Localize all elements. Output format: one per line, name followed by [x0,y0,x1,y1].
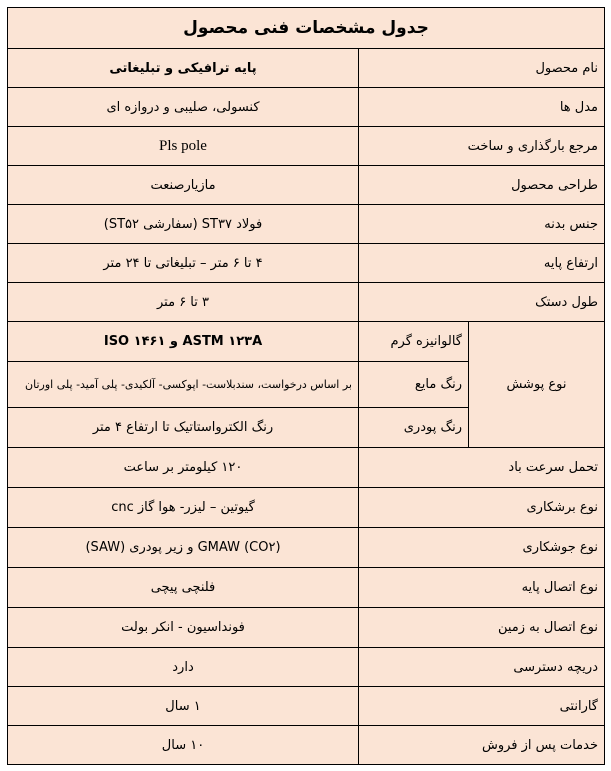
spec-table [7,7,605,765]
row-value: ۱۰ سال [8,726,359,765]
table-row [8,448,605,488]
row-label: نوع جوشکاری [359,528,605,568]
row-value: گیوتین – لیزر- هوا گاز cnc [8,488,359,528]
coating-sub-label: گالوانیزه گرم [359,322,469,362]
row-value: پایه ترافیکی و تبلیغاتی [8,49,359,88]
row-value: ۴ تا ۶ متر – تبلیغاتی تا ۲۴ متر [8,244,359,283]
row-label: نوع اتصال پایه [359,568,605,608]
row-value: فلنچی پیچی [8,568,359,608]
coating-sub-label: رنگ مایع [359,362,469,408]
table-row [8,608,605,648]
row-value: مازیارصنعت [8,166,359,205]
row-label: مدل ها [359,88,605,127]
table-row [8,648,605,687]
table-row [8,687,605,726]
title-row [8,8,605,49]
row-value: فونداسیون - انکر بولت [8,608,359,648]
row-value: (CO۲) GMAW و زیر پودری (SAW) [8,528,359,568]
row-value: Pls pole [8,127,359,166]
table-row [8,49,605,88]
row-label: طول دستک [359,283,605,322]
table-row [8,244,605,283]
coating-value: بر اساس درخواست، سندبلاست- اپوکسی- آلکیدی- پلی آمید- پلی اورتان [8,362,359,408]
row-label: نام محصول [359,49,605,88]
coating-label: نوع پوشش [469,322,605,448]
table-row [8,127,605,166]
table-row [8,166,605,205]
row-value: ۳ تا ۶ متر [8,283,359,322]
row-label: گارانتی [359,687,605,726]
table-row [8,488,605,528]
row-value: کنسولی، صلیبی و دروازه ای [8,88,359,127]
table-title: جدول مشخصات فنی محصول [8,8,605,49]
table-row [8,88,605,127]
row-label: طراحی محصول [359,166,605,205]
row-label: تحمل سرعت باد [359,448,605,488]
row-label: نوع برشکاری [359,488,605,528]
row-value: دارد [8,648,359,687]
row-label: ارتفاع پایه [359,244,605,283]
row-value: فولاد ST۳۷ (سفارشی ST۵۲) [8,205,359,244]
row-label: جنس بدنه [359,205,605,244]
table-row [8,726,605,765]
coating-row [8,322,605,362]
row-label: نوع اتصال به زمین [359,608,605,648]
coating-value: ASTM ۱۲۳A و ISO ۱۴۶۱ [8,322,359,362]
coating-sub-label: رنگ پودری [359,408,469,448]
row-label: مرجع بارگذاری و ساخت [359,127,605,166]
table-row [8,528,605,568]
row-label: دریچه دسترسی [359,648,605,687]
row-value: ۱۲۰ کیلومتر بر ساعت [8,448,359,488]
table-row [8,283,605,322]
table-row [8,205,605,244]
coating-value: رنگ الکترواستاتیک تا ارتفاع ۴ متر [8,408,359,448]
row-value: ۱ سال [8,687,359,726]
table-row [8,568,605,608]
row-label: خدمات پس از فروش [359,726,605,765]
